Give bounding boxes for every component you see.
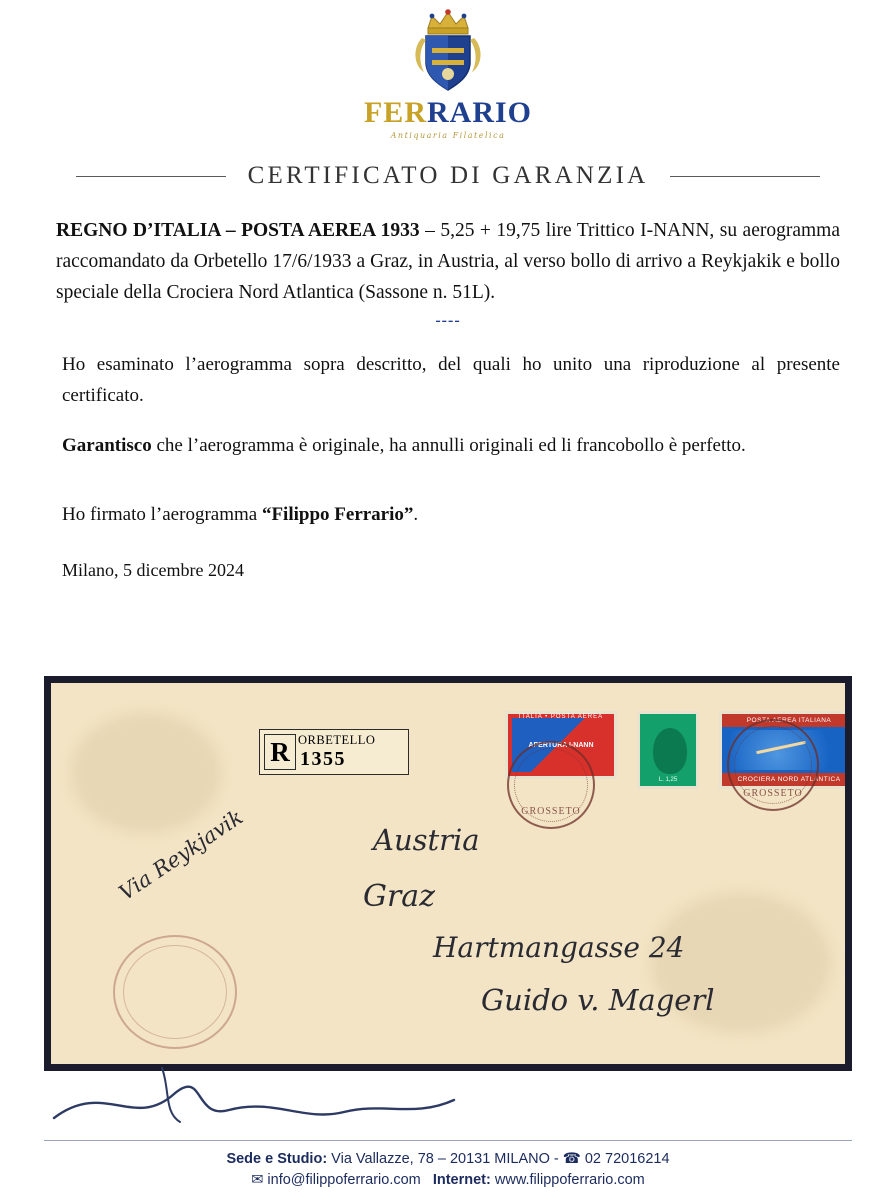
crociera-band-top: POSTA AEREA ITALIANA — [722, 714, 845, 727]
footer-internet-label: Internet: — [432, 1172, 491, 1188]
oval-seal-inner — [123, 945, 227, 1039]
handwriting-country: Austria — [373, 823, 480, 857]
place-and-date: Milano, 5 dicembre 2024 — [62, 559, 244, 580]
footer-contact-line — [0, 1172, 896, 1188]
crociera-band-bottom: CROCIERA NORD ATLANTICA — [722, 773, 845, 786]
king-definitive-stamp — [637, 711, 699, 789]
footer-phone: 02 72016214 — [580, 1151, 670, 1167]
lot-headline: REGNO D’ITALIA – POSTA AEREA 1933 — [56, 220, 420, 241]
signed-name: “Filippo Ferrario” — [261, 503, 414, 525]
stamp-top-text: ITALIA • POSTA AEREA — [518, 714, 604, 720]
paragraph-signed — [56, 500, 840, 530]
lot-description — [56, 216, 840, 308]
registration-number: 1355 — [300, 748, 346, 770]
footer-studio-label: Sede e Studio: — [226, 1151, 328, 1167]
handwriting-city: Graz — [363, 879, 435, 914]
letterhead — [0, 0, 896, 140]
document-title-row — [0, 162, 896, 190]
footer-address-line — [0, 1151, 896, 1167]
mail-icon: ✉ — [251, 1172, 264, 1188]
page-title: CERTIFICATO DI GARANZIA — [247, 162, 649, 189]
brand-second: RARIO — [426, 96, 532, 129]
cancel-text: GROSSETO — [521, 806, 581, 817]
heraldic-crest-icon — [402, 8, 494, 94]
title-rule-left — [76, 176, 226, 177]
certificate-body — [0, 216, 896, 585]
paragraph-guarantee — [56, 431, 840, 461]
cover-photo-frame — [44, 676, 852, 1071]
footer-website[interactable]: www.filippoferrario.com — [490, 1172, 645, 1188]
dash-divider: ---- — [435, 312, 461, 330]
brand-first: FER — [363, 96, 427, 129]
handwriting-street: Hartmangasse 24 — [433, 931, 685, 964]
handwriting-via: Via Reykjavik — [114, 804, 248, 906]
cancel-text: GROSSETO — [743, 788, 803, 799]
oval-seal-mark — [113, 935, 237, 1049]
signed-lead: Ho firmato l’aerogramma — [62, 503, 262, 525]
paragraph-examined: Ho esaminato l’aerogramma sopra descritto, del quali ho unito una riproduzione al presente certificato. — [62, 354, 840, 406]
grosseto-cancel-right — [727, 719, 819, 811]
footer-email[interactable]: info@filippoferrario.com — [267, 1172, 421, 1188]
king-portrait — [653, 728, 687, 774]
handwriting-addressee: Guido v. Magerl — [481, 983, 715, 1017]
registration-city: ORBETELLO — [298, 733, 376, 747]
stamp-mid-text: APERTURA I-NANN — [528, 742, 594, 749]
guarantee-rest: che l’aerogramma è originale, ha annulli originali ed li francobollo è perfetto. — [151, 435, 746, 457]
footer — [0, 1140, 896, 1200]
signed-end: . — [413, 503, 419, 525]
title-rule-right — [670, 176, 820, 177]
lot-description-text: – 5,25 + 19,75 lire Trittico I-NANN, su aerogramma raccomandato da Orbetello 17/6/1933 a Graz, in Austria, al verso bollo di arrivo a Reykjakik e bollo speciale della Crociera Nord Atlantica (Sassone n. 51L). — [56, 220, 841, 303]
brand-tagline: Antiquaria Filatelica — [390, 131, 506, 140]
registration-label — [259, 729, 409, 775]
grosseto-cancel-left — [507, 741, 595, 829]
registration-r-letter: R — [264, 734, 296, 770]
phone-icon: ☎ — [562, 1151, 581, 1167]
paper-stain — [71, 713, 221, 833]
guarantee-lead: Garantisco — [62, 435, 152, 457]
king-stamp-caption: L. 1,25 — [658, 777, 678, 783]
airmail-cover-image — [51, 683, 845, 1064]
footer-divider — [44, 1140, 852, 1141]
footer-address: Via Vallazze, 78 – 20131 MILANO - — [327, 1151, 563, 1167]
brand-wordmark — [364, 96, 532, 130]
